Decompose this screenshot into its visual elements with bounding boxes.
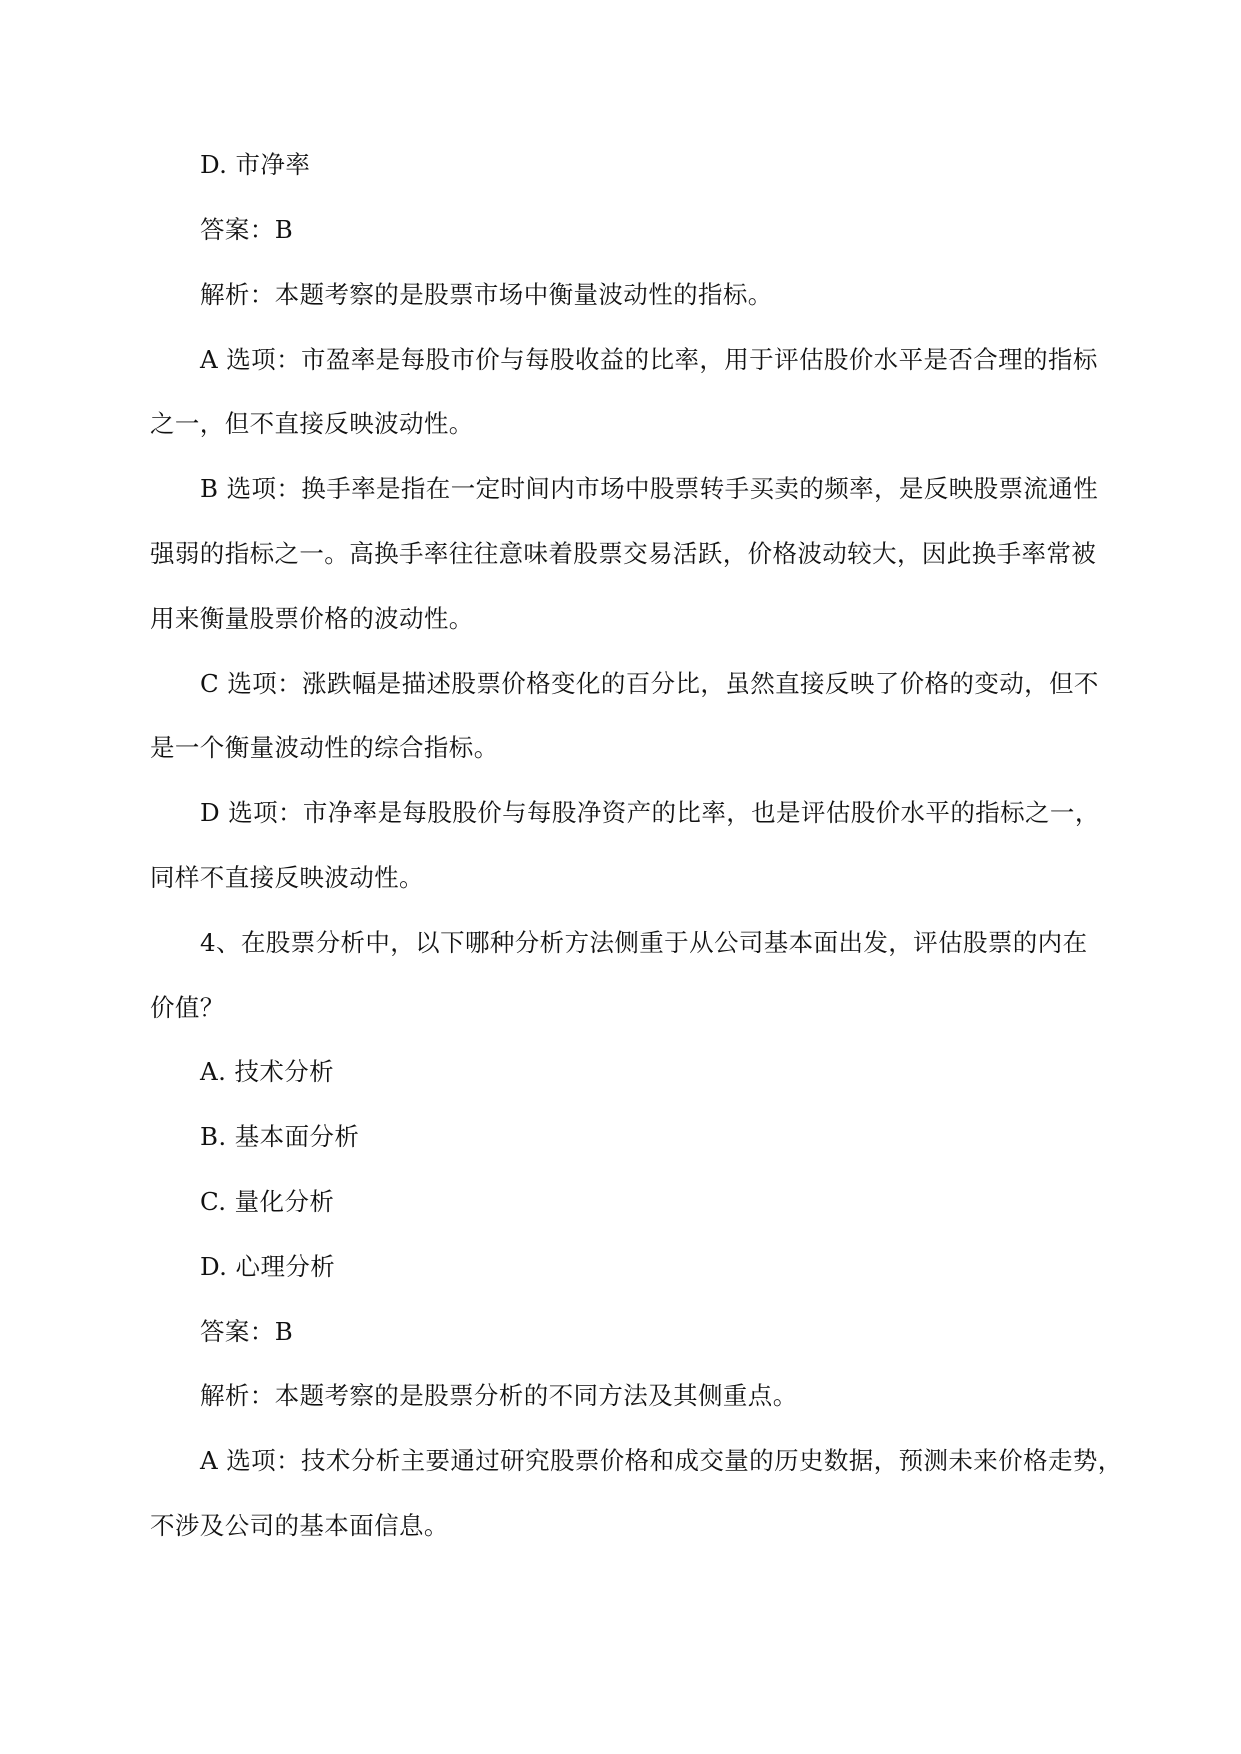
paragraph-line: 不涉及公司的基本面信息。 — [150, 1511, 449, 1540]
question-line: 4、在股票分析中，以下哪种分析方法侧重于从公司基本面出发，评估股票的内在 — [200, 928, 1088, 957]
paragraph-line: 同样不直接反映波动性。 — [150, 863, 424, 892]
option-b-line: B. 基本面分析 — [200, 1122, 360, 1151]
option-a-line: A. 技术分析 — [200, 1057, 335, 1086]
paragraph-line: C 选项：涨跌幅是描述股票价格变化的百分比，虽然直接反映了价格的变动，但不 — [200, 669, 1099, 698]
paragraph-line: A 选项：技术分析主要通过研究股票价格和成交量的历史数据，预测未来价格走势， — [200, 1446, 1123, 1475]
paragraph-line: 之一，但不直接反映波动性。 — [150, 409, 474, 438]
paragraph-line: 强弱的指标之一。高换手率往往意味着股票交易活跃，价格波动较大，因此换手率常被 — [150, 539, 1097, 568]
explanation-line: 解析：本题考察的是股票分析的不同方法及其侧重点。 — [200, 1381, 798, 1410]
paragraph-line: B 选项：换手率是指在一定时间内市场中股票转手买卖的频率，是反映股票流通性 — [200, 474, 1099, 503]
paragraph-line: 用来衡量股票价格的波动性。 — [150, 604, 474, 633]
option-d-line: D. 心理分析 — [200, 1252, 336, 1281]
answer-line: 答案：B — [200, 215, 294, 244]
question-line: 价值？ — [150, 993, 225, 1022]
explanation-line: 解析：本题考察的是股票市场中衡量波动性的指标。 — [200, 280, 773, 309]
answer-line: 答案：B — [200, 1317, 294, 1346]
paragraph-line: 是一个衡量波动性的综合指标。 — [150, 733, 499, 762]
option-c-line: C. 量化分析 — [200, 1187, 335, 1216]
paragraph-line: A 选项：市盈率是每股市价与每股收益的比率，用于评估股价水平是否合理的指标 — [200, 345, 1098, 374]
paragraph-line: D 选项：市净率是每股股价与每股净资产的比率，也是评估股价水平的指标之一， — [200, 798, 1100, 827]
option-d-line: D. 市净率 — [200, 150, 311, 179]
